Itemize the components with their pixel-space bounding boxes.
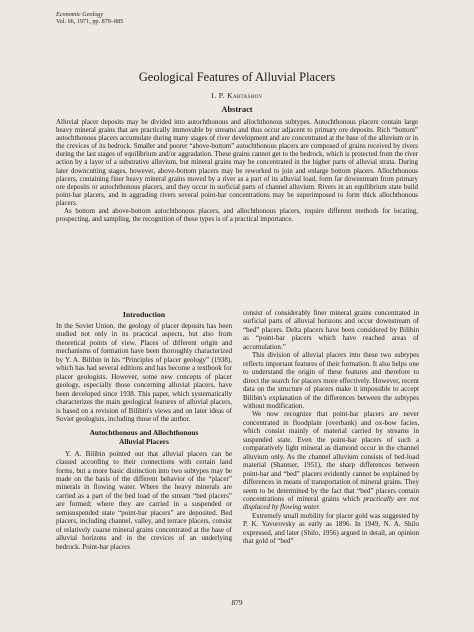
abstract-heading: Abstract (221, 105, 253, 114)
right-column (243, 309, 419, 546)
right-paragraph-3-text: We now recognize that point-bar placers are never concentrated in floodplain (overbank) and ox-bow facies, which consist mainly of material carried by streams in suspended state. Even the point-bar placers of such a comparatively light mineral as diamond occur in the channel alluvium only. As the channel alluvium consists of bed-load material (Shantser, 1951), the sharp differences between point-bar and “bed” placers evidently cannot be explained by differences in means of transportation of mineral grains. They seem to be determined by the fact that “bed” placers contain concentrations of mineral grains which (243, 410, 419, 503)
journal-name: Economic Geology (56, 11, 104, 18)
right-paragraph-4: Extremely small mobility for placer gold was suggested by P. K. Yavorovsky as early as 1896. In 1949, N. A. Shilo expressed, and later (Shilo, 1956) argued in detail, an opinion that gold of “bed” (243, 511, 419, 546)
article-title: Geological Features of Alluvial Placers (138, 70, 336, 84)
introduction-paragraph: In the Soviet Union, the geology of placer deposits has been studied not only in its practical aspects, but also from theoretical points of view. Places of different origin and mechanisms of formation have been thoroughly characterized by Y. A. Bilibin in his “Principles of placer geology” (1938), which has had several editions and has become a textbook for placer geologists. However, some new concepts of placer geology, especially those concerning alluvial placers, have been developed since 1938. This paper, which systematically characterizes the main geological features of alluvial placers, is based on a revision of Bilibin's views and on later ideas of Soviet geologists, including those of the author. (56, 322, 232, 423)
section-heading-line-2: Alluvial Placers (119, 437, 169, 447)
right-paragraph-3-italic: practically are not displaced by flowing water. (243, 494, 419, 512)
page-number: 879 (231, 598, 243, 607)
author-initials: I. P. (211, 91, 228, 100)
author-surname: Kartashov (227, 91, 263, 100)
introduction-heading: Introduction (122, 310, 166, 319)
abstract-paragraph-1: Alluvial placer deposits may be divided into autochthonous and allochthonous subtypes. Autochthonous placers contain large heavy mineral grains that are practically immovable by streams and thus occur adjacent to primary ore deposits. Rich “bottom” autochthonous placers accumulate during many stages of river development and are concentrated at the base of the alluvium or in the crevices of its bedrock. Smaller and poorer “above-bottom” autochthonous placers are composed of grains received by rivers during the last stages of equilibrium and/or aggradation. These grains cannot get to the bedrock, which is protected from the river action by a layer of a substrative alluvium, but mineral grains may be concentrated in the higher parts of alluvial strata. During later downcutting stages, however, above-bottom placers may be reworked to join and enlarge bottom placers. Allochthonous placers, containing finer heavy mineral grains moved by a river as a part of its alluvial load, form far downstream from primary ore deposits or autochthonous placers, and they occur in surficial parts of channel alluvium. Rivers in an equilibrium state build point-bar placers, and in aggrading rivers several point-bar concentrations may be superimposed to form thick allochthonous placers. (56, 118, 418, 207)
author-line (0, 91, 474, 100)
section-heading (56, 429, 232, 446)
right-paragraph-1: consist of considerably finer mineral grains concentrated in surficial parts of alluvial horizons and occur downstream of “bed” placers. Delta placers have been considered by Bilibin as “point-bar placers which have reached areas of accumulation.” (243, 309, 419, 351)
left-column (56, 309, 232, 551)
right-paragraph-2: This division of alluvial placers into these two subtypes reflects important features of their formation. It also helps one to understand the origin of these features and therefore to direct the search for placers more effectively. However, recent data on the structure of placers make it impossible to accept Bilibin's explanation of the differences between the subtypes without modification. (243, 351, 419, 410)
right-paragraph-3 (243, 410, 419, 511)
journal-citation (56, 11, 123, 26)
abstract-body (56, 118, 418, 223)
section-paragraph: Y. A. Bilibin pointed out that alluvial placers can be classed according to their connections with certain land forms, but a more basic distinction into two subtypes may be made on the basis of the different behavior of the “placer” minerals in flowing water. Where the heavy minerals are carried as a part of the bed load of the stream “bed placers” are formed; where they are carried in a suspended or semisuspended state “point-bar placers” are deposited. Bed placers, including channel, valley, and terrace placers, consist of relatively coarse mineral grains concentrated at the base of alluvial horizons and in the crevices of an underlying bedrock. Point-bar placers (56, 449, 232, 551)
abstract-paragraph-2: As bottom and above-bottom autochthonous placers, and allochthonous placers, require different methods for locating, prospecting, and sampling, the recognition of these types is of a practical importance. (56, 207, 418, 224)
volume-pages: Vol. 66, 1971, pp. 879–885 (56, 18, 124, 26)
section-heading-line-1: Autochthonous and Allochthonous (89, 428, 199, 438)
